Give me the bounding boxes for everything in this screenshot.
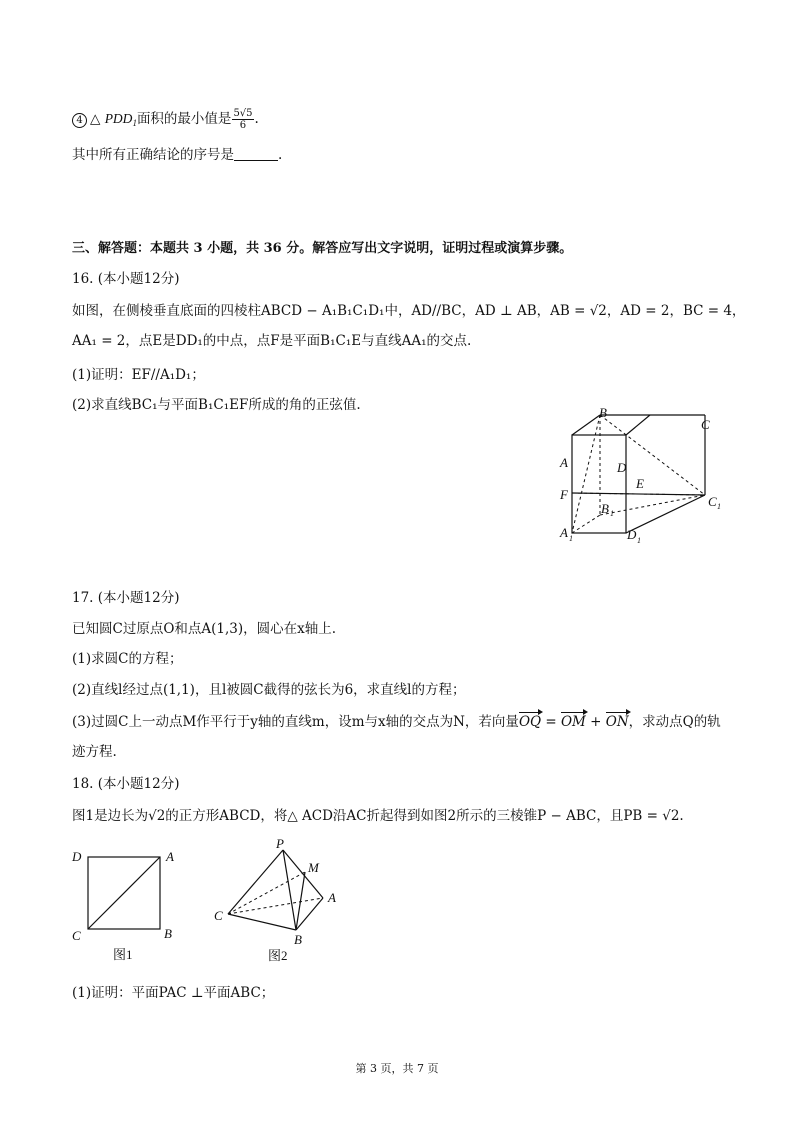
- q16-header: 16. (本小题12分): [72, 271, 180, 287]
- label-E: E: [636, 476, 644, 491]
- q16-line2: AA₁ = 2，点E是DD₁的中点，点F是平面B₁C₁E与直线AA₁的交点.: [72, 333, 472, 349]
- fig2-label-C: C: [214, 908, 223, 923]
- label-A1-sub: 1: [569, 534, 573, 543]
- fig1-label-C: C: [72, 928, 81, 943]
- vector-on: ON: [605, 714, 629, 730]
- q17-line1: 已知圆C过原点O和点A(1,3)，圆心在x轴上.: [72, 621, 337, 637]
- q18-fig2-pyramid: [208, 838, 348, 963]
- label-B1-sub: 1: [610, 509, 614, 518]
- q15-item4: 4 △ $PDD_1$面积的最小值是 $\frac{5√5}{6}$ .: [72, 108, 259, 132]
- q16-prism-figure: [555, 405, 735, 550]
- section3-heading: 三、解答题：本题共 3 小题，共 36 分。解答应写出文字说明，证明过程或演算步骤。: [72, 241, 573, 256]
- q18-line1: 图1是边长为√2的正方形ABCD，将△ ACD沿AC折起得到如图2所示的三棱锥P − ABC，且PB = √2.: [72, 808, 684, 824]
- answer-blank: [234, 148, 278, 161]
- label-B: B: [599, 405, 607, 420]
- fig2-label-M: M: [308, 860, 319, 875]
- fig2-label-P: P: [276, 836, 284, 851]
- vector-om: OM: [560, 714, 586, 730]
- fig1-label-B: B: [164, 926, 172, 941]
- label-D: D: [617, 460, 627, 475]
- label-A: A: [560, 455, 568, 470]
- label-C1-sub: 1: [717, 502, 721, 511]
- q17-part3-cont: 迹方程.: [72, 744, 117, 760]
- q18-header: 18. (本小题12分): [72, 776, 180, 792]
- q16-line1: 如图，在侧棱垂直底面的四棱柱ABCD − A₁B₁C₁D₁中，AD//BC，AD ⊥ AB，AB = √2，AD = 2，BC = 4，: [72, 303, 746, 319]
- q15-prompt: 其中所有正确结论的序号是 .: [72, 147, 283, 163]
- q17-part1: (1)求圆C的方程；: [72, 651, 183, 667]
- q17-header: 17. (本小题12分): [72, 590, 180, 606]
- q16-part1: (1)证明：EF//A₁D₁；: [72, 367, 205, 383]
- fraction: $\frac{5√5}{6}$: [233, 108, 253, 131]
- label-B1: B: [601, 501, 609, 516]
- fig2-caption: 图2: [268, 948, 288, 963]
- label-C: C: [701, 417, 710, 432]
- fig1-label-D: D: [72, 849, 82, 864]
- label-A1: A: [560, 525, 568, 540]
- q18-part1: (1)证明：平面PAC ⊥平面ABC；: [72, 985, 275, 1001]
- label-C1: C: [708, 494, 717, 509]
- label-D1-sub: 1: [637, 536, 641, 545]
- label-F: F: [560, 487, 568, 502]
- vector-oq: OQ: [518, 714, 542, 730]
- fig1-label-A: A: [166, 849, 174, 864]
- q17-part2: (2)直线l经过点(1,1)，且l被圆C截得的弦长为6，求直线l的方程；: [72, 682, 466, 698]
- page-footer: 第 3 页，共 7 页: [355, 1062, 439, 1075]
- label-D1: D: [627, 527, 637, 542]
- q17-part3: (3)过圆C上一动点M作平行于y轴的直线m，设m与x轴的交点为N，若向量OQ = OM + ON，求动点Q的轨: [72, 714, 721, 730]
- q18-fig1-square: [68, 845, 183, 965]
- fig2-label-B: B: [294, 932, 302, 947]
- fig1-caption: 图1: [113, 947, 133, 962]
- q16-part2: (2)求直线BC₁与平面B₁C₁EF所成的角的正弦值.: [72, 397, 361, 413]
- fig2-label-A: A: [328, 890, 336, 905]
- circled-number-4: 4: [72, 113, 87, 128]
